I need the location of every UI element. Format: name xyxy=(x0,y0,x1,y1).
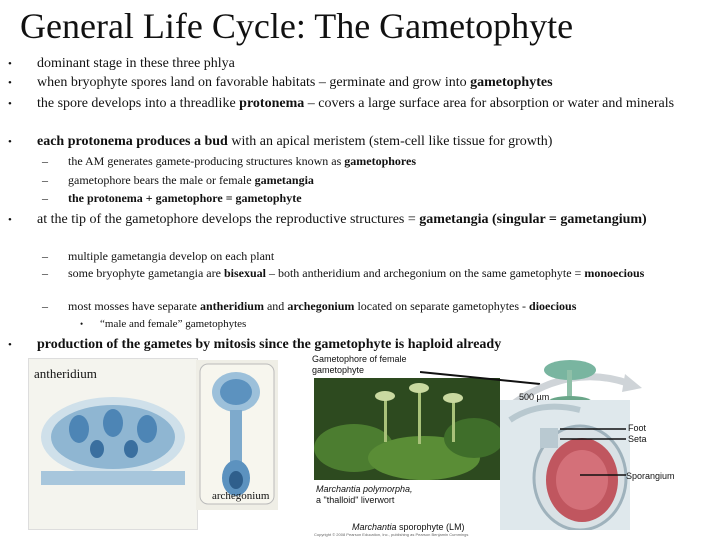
gametophore-label: Gametophore of female gametophyte xyxy=(312,354,407,375)
sporangium-label: Sporangium xyxy=(626,471,675,481)
curved-arrow-head xyxy=(622,374,642,392)
antheridium-micrograph xyxy=(28,358,198,530)
antheridium-label: antheridium xyxy=(34,366,97,381)
archegonium-label: archegonium xyxy=(212,490,270,502)
species-desc-label: a "thalloid" liverwort xyxy=(316,495,395,505)
bullet-dot: • xyxy=(8,77,12,89)
bullet-dot: • xyxy=(8,98,12,110)
seta-label: Seta xyxy=(628,434,647,444)
slide-title: General Life Cycle: The Gametophyte xyxy=(20,6,574,46)
gametophore-pointer-line xyxy=(420,372,540,384)
scale-bar-label: 500 µm xyxy=(519,392,550,402)
copyright-text: Copyright © 2008 Pearson Education, Inc., publishing as Pearson Benjamin Cummings xyxy=(314,532,469,537)
bullet-dot: • xyxy=(8,214,12,226)
foot-label: Foot xyxy=(628,423,647,433)
archegonium-micrograph xyxy=(196,360,278,510)
species-label: Marchantia polymorpha, xyxy=(316,484,413,494)
bullet-dot: • xyxy=(8,339,12,351)
bullet-dot: • xyxy=(8,58,12,70)
sporophyte-pointer-lines xyxy=(560,425,630,485)
sporophyte-caption: Marchantia sporophyte (LM) xyxy=(352,522,465,532)
bullet-dot: • xyxy=(8,136,12,148)
